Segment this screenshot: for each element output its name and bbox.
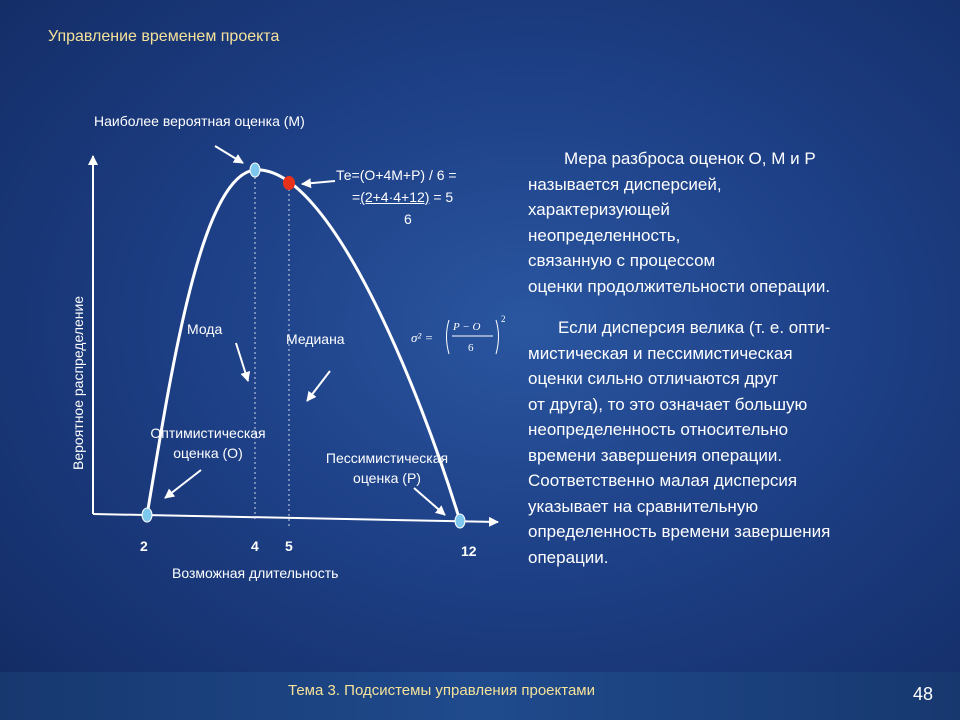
median-label: Медиана [286, 331, 345, 347]
optimistic-point [142, 508, 152, 522]
expected-time-formula [336, 164, 457, 230]
optimistic-arrow [165, 470, 201, 498]
variance-exponent: 2 [501, 314, 506, 324]
y-axis-label: Вероятное распределение [70, 295, 86, 470]
text-line: операции. [528, 547, 609, 567]
text-line: Мера разброса оценок О, М и Р [564, 149, 816, 168]
mode-point [250, 163, 260, 177]
tick-label: 12 [461, 543, 477, 559]
x-axis-label: Возможная длительность [172, 565, 339, 581]
optimistic-label [128, 423, 288, 463]
pessimistic-label-line1: Пессимистическая [325, 450, 449, 466]
variance-denominator: 6 [468, 342, 474, 354]
tick-label: 2 [140, 538, 148, 554]
tick-label: 4 [251, 538, 259, 554]
text-line: оценки продолжительности операции. [528, 276, 831, 296]
text-line: неопределенность, [528, 225, 681, 245]
text-line: неопределенность относительно [528, 420, 789, 439]
text-line: мистическая и пессимистическая [528, 343, 793, 363]
page-number: 48 [913, 684, 934, 704]
text-line: определенность времени завершения [528, 522, 831, 541]
x-axis [93, 514, 498, 522]
median-point [283, 176, 295, 190]
mode-label: Мода [187, 321, 223, 337]
optimistic-label-line1: Оптимистическая [150, 425, 266, 441]
text-line: от друга), то это означает большую [528, 394, 808, 414]
optimistic-label-line2: оценка (О) [173, 445, 243, 461]
pessimistic-arrow [414, 488, 445, 515]
formula-arrow [302, 181, 335, 184]
formula-line3: 6 [404, 211, 412, 227]
top-arrow [215, 146, 243, 163]
pessimistic-point [455, 514, 465, 528]
text-line: оценки сильно отличаются друг [528, 369, 779, 388]
variance-lhs: σ² = [411, 330, 434, 345]
text-line: указывает на сравнительную [528, 496, 759, 516]
text-line: характеризующей [528, 200, 670, 219]
tick-label: 5 [285, 538, 293, 554]
text-line: связанную с процессом [528, 251, 716, 270]
text-line: Соответственно малая дисперсия [528, 471, 798, 490]
dispersion-definition-paragraph [528, 146, 938, 299]
text-line: Если дисперсия велика (т. е. опти- [558, 318, 831, 337]
most-likely-label: Наиболее вероятная оценка (М) [94, 113, 305, 129]
pessimistic-label-line2: оценка (Р) [353, 470, 421, 486]
formula-line2: =(2+4·4+12) = 5 [352, 189, 454, 205]
dispersion-explanation-paragraph [528, 315, 938, 570]
pessimistic-label [302, 448, 472, 488]
variance-formula [405, 312, 515, 362]
formula-line1: Те=(О+4М+Р) / 6 = [336, 167, 457, 183]
mode-arrow [236, 343, 248, 381]
variance-numerator: P − O [453, 321, 481, 333]
median-arrow [307, 371, 330, 401]
text-line: времени завершения операции. [528, 445, 783, 465]
footer-topic: Тема 3. Подсистемы управления проектами [288, 682, 595, 699]
slide-title: Управление временем проекта [48, 28, 280, 45]
text-line: называется дисперсией, [528, 174, 722, 194]
